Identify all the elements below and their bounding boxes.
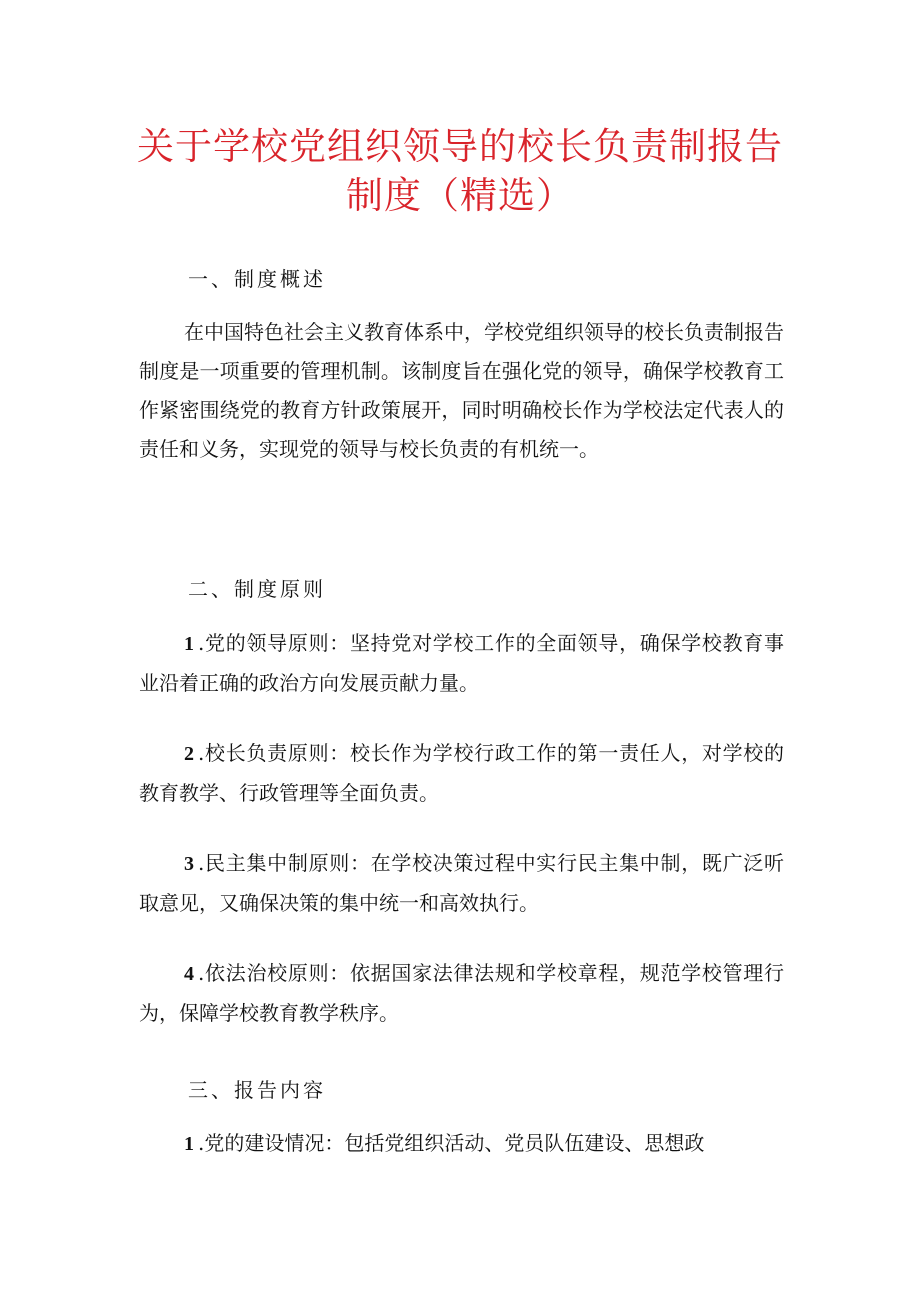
item-text: .民主集中制原则：在学校决策过程中实行民主集中制，既广泛听取意见，又确保决策的集中统一和高效执行。 [139, 851, 784, 915]
item-text: .依法治校原则：依据国家法律法规和学校章程，规范学校管理行为，保障学校教育教学秩序。 [139, 961, 784, 1025]
item-number: 2 [184, 743, 194, 765]
section-heading-principles: 二、制度原则 [188, 577, 326, 601]
item-number: 1 [184, 633, 194, 655]
overview-paragraph: 在中国特色社会主义教育体系中，学校党组织领导的校长负责制报告制度是一项重要的管理机制。该制度旨在强化党的领导，确保学校教育工作紧密围绕党的教育方针政策展开，同时明确校长作为学校法定代表人的责任和义务，实现党的领导与校长负责的有机统一。 [139, 320, 784, 461]
item-text: .党的建设情况：包括党组织活动、党员队伍建设、思想政 [198, 1131, 705, 1155]
principle-item-2 [139, 734, 784, 813]
item-text: .党的领导原则：坚持党对学校工作的全面领导，确保学校教育事业沿着正确的政治方向发展贡献力量。 [139, 631, 784, 695]
principle-item-1 [139, 624, 784, 703]
item-number: 1 [184, 1133, 194, 1155]
item-text: .校长负责原则：校长作为学校行政工作的第一责任人，对学校的教育教学、行政管理等全面负责。 [139, 741, 784, 805]
principle-item-3 [139, 844, 784, 923]
document-title-line-2: 制度（精选） [346, 174, 574, 217]
item-number: 3 [184, 853, 194, 875]
document-title-line-1: 关于学校党组织领导的校长负责制报告 [137, 125, 783, 168]
section-heading-report-content: 三、报告内容 [188, 1078, 326, 1102]
item-number: 4 [184, 963, 194, 985]
section-heading-overview: 一、制度概述 [188, 267, 326, 291]
report-content-item-1 [139, 1124, 784, 1164]
principle-item-4 [139, 954, 784, 1033]
